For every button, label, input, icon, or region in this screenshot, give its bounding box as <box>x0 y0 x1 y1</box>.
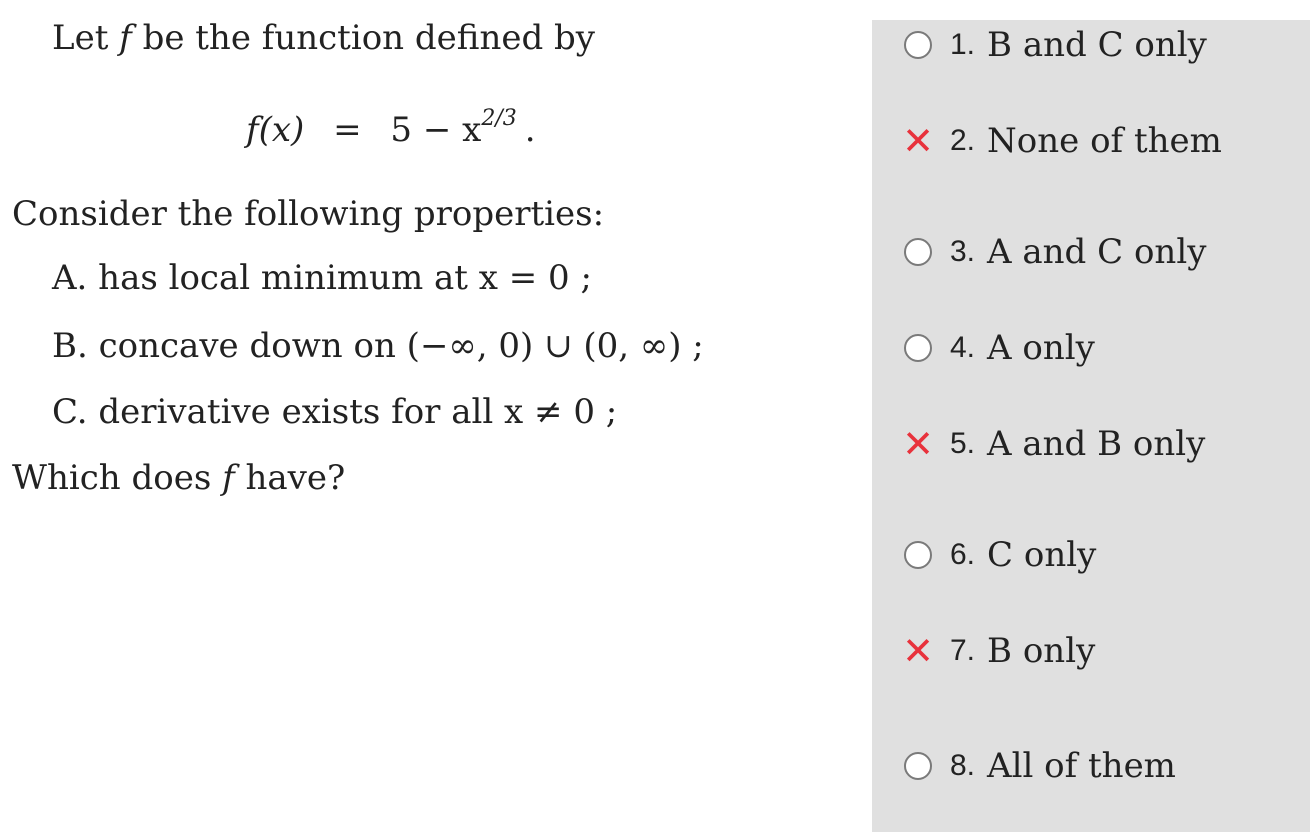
equation-equals: = <box>333 110 362 150</box>
radio-circle-icon <box>904 238 932 266</box>
option-number: 7. <box>950 634 976 667</box>
cross-icon: ✕ <box>902 629 934 673</box>
intro-line <box>52 18 595 58</box>
answer-option-4[interactable] <box>872 323 1310 373</box>
radio-button-4[interactable] <box>902 332 934 364</box>
radio-circle-icon <box>904 31 932 59</box>
which-suffix: have? <box>234 458 346 498</box>
property-b: B. concave down on (−∞, 0) ∪ (0, ∞) ; <box>52 326 704 366</box>
function-equation <box>246 106 536 150</box>
answer-options-panel <box>872 20 1310 832</box>
which-prefix: Which does <box>12 458 223 498</box>
option-number: 4. <box>950 331 976 364</box>
equation-rhs: 5 − x <box>390 110 482 150</box>
intro-prefix: Let <box>52 18 120 58</box>
answer-option-7[interactable] <box>872 626 1310 676</box>
option-label: None of them <box>987 121 1222 161</box>
option-number: 2. <box>950 124 976 157</box>
property-a: A. has local minimum at x = 0 ; <box>52 258 592 298</box>
option-label: A and B only <box>987 424 1206 464</box>
intro-var: f <box>119 18 132 58</box>
option-label: All of them <box>987 746 1176 786</box>
answer-option-3[interactable] <box>872 227 1310 277</box>
equation-end: . <box>524 110 536 150</box>
option-label: B and C only <box>987 25 1207 65</box>
radio-circle-icon <box>904 334 932 362</box>
which-var: f <box>222 458 235 498</box>
radio-circle-icon <box>904 752 932 780</box>
cross-icon: ✕ <box>902 119 934 163</box>
answer-option-5[interactable] <box>872 419 1310 469</box>
intro-suffix: be the function defined by <box>131 18 596 58</box>
option-label: A only <box>987 328 1095 368</box>
cross-marker-5 <box>902 422 934 466</box>
answer-option-1[interactable] <box>872 20 1310 70</box>
cross-marker-2 <box>902 119 934 163</box>
property-c: C. derivative exists for all x ≠ 0 ; <box>52 392 618 432</box>
consider-line: Consider the following properties: <box>12 194 605 234</box>
option-label: B only <box>987 631 1096 671</box>
option-number: 1. <box>950 28 976 61</box>
option-number: 5. <box>950 427 976 460</box>
radio-circle-icon <box>904 541 932 569</box>
answer-option-6[interactable] <box>872 530 1310 580</box>
equation-lhs: f(x) <box>246 110 305 150</box>
radio-button-6[interactable] <box>902 539 934 571</box>
answer-option-2[interactable] <box>872 116 1310 166</box>
cross-marker-7 <box>902 629 934 673</box>
radio-button-8[interactable] <box>902 750 934 782</box>
radio-button-3[interactable] <box>902 236 934 268</box>
radio-button-1[interactable] <box>902 29 934 61</box>
answer-option-8[interactable] <box>872 741 1310 791</box>
option-number: 6. <box>950 538 976 571</box>
equation-exponent: 2/3 <box>481 106 517 131</box>
cross-icon: ✕ <box>902 422 934 466</box>
option-number: 3. <box>950 235 976 268</box>
option-number: 8. <box>950 749 976 782</box>
which-line <box>12 458 345 498</box>
option-label: C only <box>987 535 1097 575</box>
option-label: A and C only <box>987 232 1207 272</box>
